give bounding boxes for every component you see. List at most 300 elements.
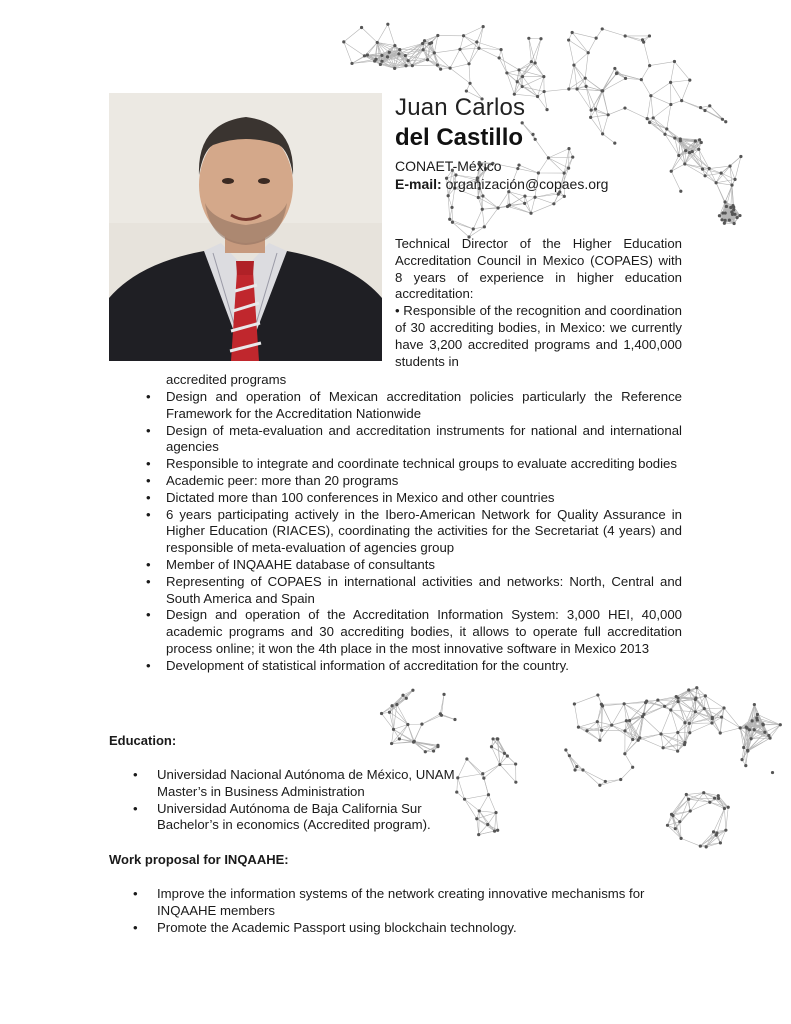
map-node [719,731,722,734]
map-node [673,136,676,139]
map-link [641,80,651,96]
map-link [344,42,352,64]
map-link [569,40,574,65]
map-node [623,729,626,732]
map-link [690,723,712,733]
map-link [450,64,469,68]
map-node [728,219,731,222]
map-node [531,133,534,136]
map-node [641,38,644,41]
email-label: E-mail: [395,176,442,192]
map-node [405,697,408,700]
map-node [390,742,393,745]
map-link [726,807,728,830]
map-node [704,694,707,697]
map-node [571,155,574,158]
map-link [591,115,608,118]
map-node [506,754,509,757]
map-link [704,708,724,709]
map-link [569,157,573,168]
map-node [536,95,539,98]
map-link [574,53,588,65]
map-node [440,714,443,717]
map-node [393,44,396,47]
map-node [779,723,782,726]
map-node [648,121,651,124]
map-node [711,716,714,719]
map-link [720,728,740,733]
map-node [467,62,470,65]
map-node [363,54,366,57]
education-title: Education: [109,733,177,748]
map-node [594,108,597,111]
map-node [490,745,493,748]
map-link [663,733,678,748]
map-node [465,89,468,92]
map-node [465,757,468,760]
map-link [414,724,422,741]
map-node [701,168,704,171]
map-node [677,154,680,157]
map-node [380,60,383,63]
map-node [755,716,758,719]
map-node [404,64,407,67]
map-node [448,67,451,70]
map-link [531,197,535,213]
map-node [448,218,451,221]
map-node [585,729,588,732]
map-node [703,707,706,710]
map-node [694,710,697,713]
map-node [646,117,649,120]
map-node [723,222,726,225]
map-node [462,34,465,37]
map-node [742,746,745,749]
map-node [708,801,711,804]
map-node [715,834,718,837]
map-link [405,50,423,56]
map-link [651,82,671,95]
map-node [670,170,673,173]
education-item [133,801,693,835]
proposal-item: • Promote the Academic Passport using blockchain technology. [133,920,693,937]
map-node [761,722,764,725]
map-link [507,756,515,764]
map-node [575,87,578,90]
map-node [404,54,407,57]
map-node [407,59,410,62]
map-node [656,699,659,702]
map-node [521,85,524,88]
map-node [517,163,520,166]
map-link [640,734,661,738]
map-node [669,81,672,84]
map-node [533,196,536,199]
map-node [568,754,571,757]
map-link [482,209,484,227]
map-node [567,147,570,150]
map-link [661,733,678,734]
map-node [673,60,676,63]
map-link [640,738,663,748]
map-link [705,696,724,708]
map-node [439,68,442,71]
map-node [453,718,456,721]
map-node [386,23,389,26]
map-node [669,708,672,711]
map-node [373,59,376,62]
map-node [687,688,690,691]
map-link [388,24,395,45]
map-node [589,116,592,119]
map-link [641,66,649,80]
map-link [460,48,479,49]
email-address[interactable]: organización@copaes.org [445,176,609,192]
map-node [450,206,453,209]
map-node [661,746,664,749]
map-node [491,737,494,740]
map-link [661,710,671,734]
map-link [538,97,547,110]
intro-first-bullet-continuation: accredited programs [166,372,287,387]
map-link [529,38,535,63]
education-item [133,767,693,801]
map-node [503,752,506,755]
map-node [543,90,546,93]
map-link [452,222,473,229]
map-node [753,728,756,731]
map-node [601,132,604,135]
map-link [450,219,474,229]
map-node [545,108,548,111]
map-link [450,207,452,219]
map-link [735,157,741,180]
map-node [496,206,499,209]
map-node [517,68,520,71]
map-node [426,58,429,61]
map-node [436,745,439,748]
map-link [434,49,460,53]
map-node [350,62,353,65]
map-link [612,725,625,731]
map-node [584,85,587,88]
map-node [436,34,439,37]
list-item: • Responsible to integrate and coordinate technical groups to evaluate accrediting bodies [146,456,682,473]
map-node [567,87,570,90]
map-link [700,832,713,846]
map-link [519,165,538,173]
map-node [529,212,532,215]
map-link [362,28,378,43]
map-node [739,726,742,729]
map-node [433,51,436,54]
map-link [591,117,603,133]
map-node [521,75,524,78]
map-node [680,99,683,102]
map-node [725,205,728,208]
map-link [377,24,388,42]
intro-block [395,236,682,370]
map-link [548,158,564,173]
map-node [720,172,723,175]
map-node [745,726,748,729]
map-link [522,123,533,135]
map-node [683,721,686,724]
map-node [505,71,508,74]
map-link [625,754,633,767]
map-node [421,42,424,45]
map-link [644,706,665,714]
map-link [473,209,482,229]
map-node [694,140,697,143]
map-node [398,737,401,740]
map-link [422,715,442,724]
map-node [447,194,450,197]
map-node [676,731,679,734]
map-link [535,197,554,204]
map-node [481,194,484,197]
map-node [638,736,641,739]
map-link [484,208,498,227]
map-node [600,89,603,92]
map-link [674,62,689,81]
map-link [501,50,507,73]
map-node [625,719,628,722]
map-node [386,55,389,58]
map-node [708,104,711,107]
map-link [608,108,625,115]
map-link [585,53,588,78]
map-link [535,139,548,158]
map-node [675,695,678,698]
map-node [392,728,395,731]
map-node [736,216,739,219]
map-link [602,725,612,730]
map-node [753,703,756,706]
map-link [716,179,735,182]
map-link [548,149,569,158]
map-node [547,156,550,159]
map-node [376,41,379,44]
map-node [665,127,668,130]
map-node [366,53,369,56]
map-link [596,29,602,38]
map-link [412,65,437,66]
map-node [523,202,526,205]
map-link [681,838,700,846]
intro-text: Technical Director of the Higher Education Accreditation Council in Mexico (COPAES) with 8 years of experience in higher education accreditation: [395,236,682,302]
map-node [496,737,499,740]
map-node [697,148,700,151]
map-node [477,196,480,199]
map-node [749,737,752,740]
list-item: • Design and operation of the Accreditation Information System: 3,000 HEI, 40,000 academic programs and 30 accrediting bodies, it allows to operate full accreditation process online; it won the 4th place in the most innovative software in Mexico 2013 [146,607,682,657]
map-link [602,29,625,36]
map-node [537,171,540,174]
map-link [721,157,741,174]
map-node [679,837,682,840]
profile-photo [109,93,382,361]
map-link [602,730,625,731]
map-link [653,104,671,117]
map-link [661,734,685,745]
map-link [651,96,653,118]
map-node [719,841,722,844]
map-node [684,149,687,152]
map-node [623,752,626,755]
proposal-list [133,886,693,936]
map-node [727,806,730,809]
education-list [133,767,693,834]
map-node [771,771,774,774]
map-link [569,40,589,53]
map-node [563,171,566,174]
map-link [682,101,705,111]
last-name: del Castillo [395,124,524,151]
first-name: Juan Carlos [395,94,526,121]
list-item: • Member of INQAAHE database of consultants [146,557,682,574]
map-node [360,26,363,29]
map-link [509,192,525,196]
map-node [390,704,393,707]
map-link [722,717,741,728]
map-link [661,734,685,742]
map-node [691,150,694,153]
map-node [723,807,726,810]
map-link [671,155,679,171]
map-link [531,204,554,213]
map-node [424,750,427,753]
map-link [482,196,483,209]
map-node [628,719,631,722]
map-node [724,219,727,222]
map-node [596,720,599,723]
map-node [442,693,445,696]
map-node [659,732,662,735]
map-link [392,690,413,705]
map-node [705,845,708,848]
map-node [733,222,736,225]
map-link [651,96,671,105]
map-node [482,25,485,28]
map-link [518,169,539,173]
map-link [569,65,574,89]
list-item: • Academic peer: more than 20 programs [146,473,682,490]
email-line [395,176,608,192]
map-node [567,167,570,170]
map-node [648,34,651,37]
map-node [631,738,634,741]
map-link [602,73,617,91]
map-node [713,797,716,800]
map-node [398,48,401,51]
map-link [585,78,602,91]
map-link [602,91,608,115]
map-node [420,723,423,726]
map-node [571,31,574,34]
map-link [544,92,547,110]
map-node [679,139,682,142]
map-node [534,138,537,141]
map-node [679,190,682,193]
map-link [441,715,454,719]
map-link [643,717,661,734]
map-link [650,62,675,66]
map-link [682,80,690,101]
list-item: • Representing of COPAES in international activities and networks: North, Central and South America and Spain [146,574,682,608]
list-item: • Dictated more than 100 conferences in Mexico and other countries [146,490,682,507]
map-node [411,689,414,692]
map-node [744,764,747,767]
map-node [595,37,598,40]
map-link [452,222,469,237]
map-node [663,705,666,708]
map-node [688,722,691,725]
map-link [624,704,642,717]
map-node [388,711,391,714]
map-node [731,213,734,216]
map-node [596,693,599,696]
education-degree: Master’s in Business Administration [157,783,365,799]
map-link [500,756,508,765]
map-node [397,52,400,55]
map-node [722,706,725,709]
map-node [740,758,743,761]
map-node [683,162,686,165]
map-node [698,138,701,141]
list-item: • Design and operation of Mexican accreditation policies particularly the Reference Framework for the Accreditation Nationwide [146,389,682,423]
map-node [413,740,416,743]
map-node [573,702,576,705]
map-node [676,700,679,703]
map-node [694,696,697,699]
map-node [717,794,720,797]
proposal-item: • Improve the information systems of the network creating innovative mechanisms for INQAAHE members [133,886,693,920]
map-link [625,36,642,40]
map-node [746,749,749,752]
map-link [724,708,740,728]
map-node [401,694,404,697]
map-node [712,830,715,833]
map-link [603,134,615,143]
map-node [567,38,570,41]
map-link [638,734,661,740]
map-node [613,142,616,145]
map-link [450,68,470,83]
map-node [530,60,533,63]
map-link [667,104,671,129]
map-link [574,65,586,86]
map-node [663,133,666,136]
map-link [671,101,682,105]
map-node [506,205,509,208]
map-node [587,51,590,54]
map-link [671,82,682,100]
map-node [498,56,501,59]
map-link [514,82,517,94]
map-node [436,63,439,66]
map-link [412,53,434,66]
map-node [649,94,652,97]
map-node [669,103,672,106]
map-node [728,164,731,167]
map-link [483,196,498,208]
organization: CONAET-México [395,158,502,174]
map-link [658,700,678,701]
map-node [624,34,627,37]
map-node [720,218,723,221]
map-link [644,42,650,65]
